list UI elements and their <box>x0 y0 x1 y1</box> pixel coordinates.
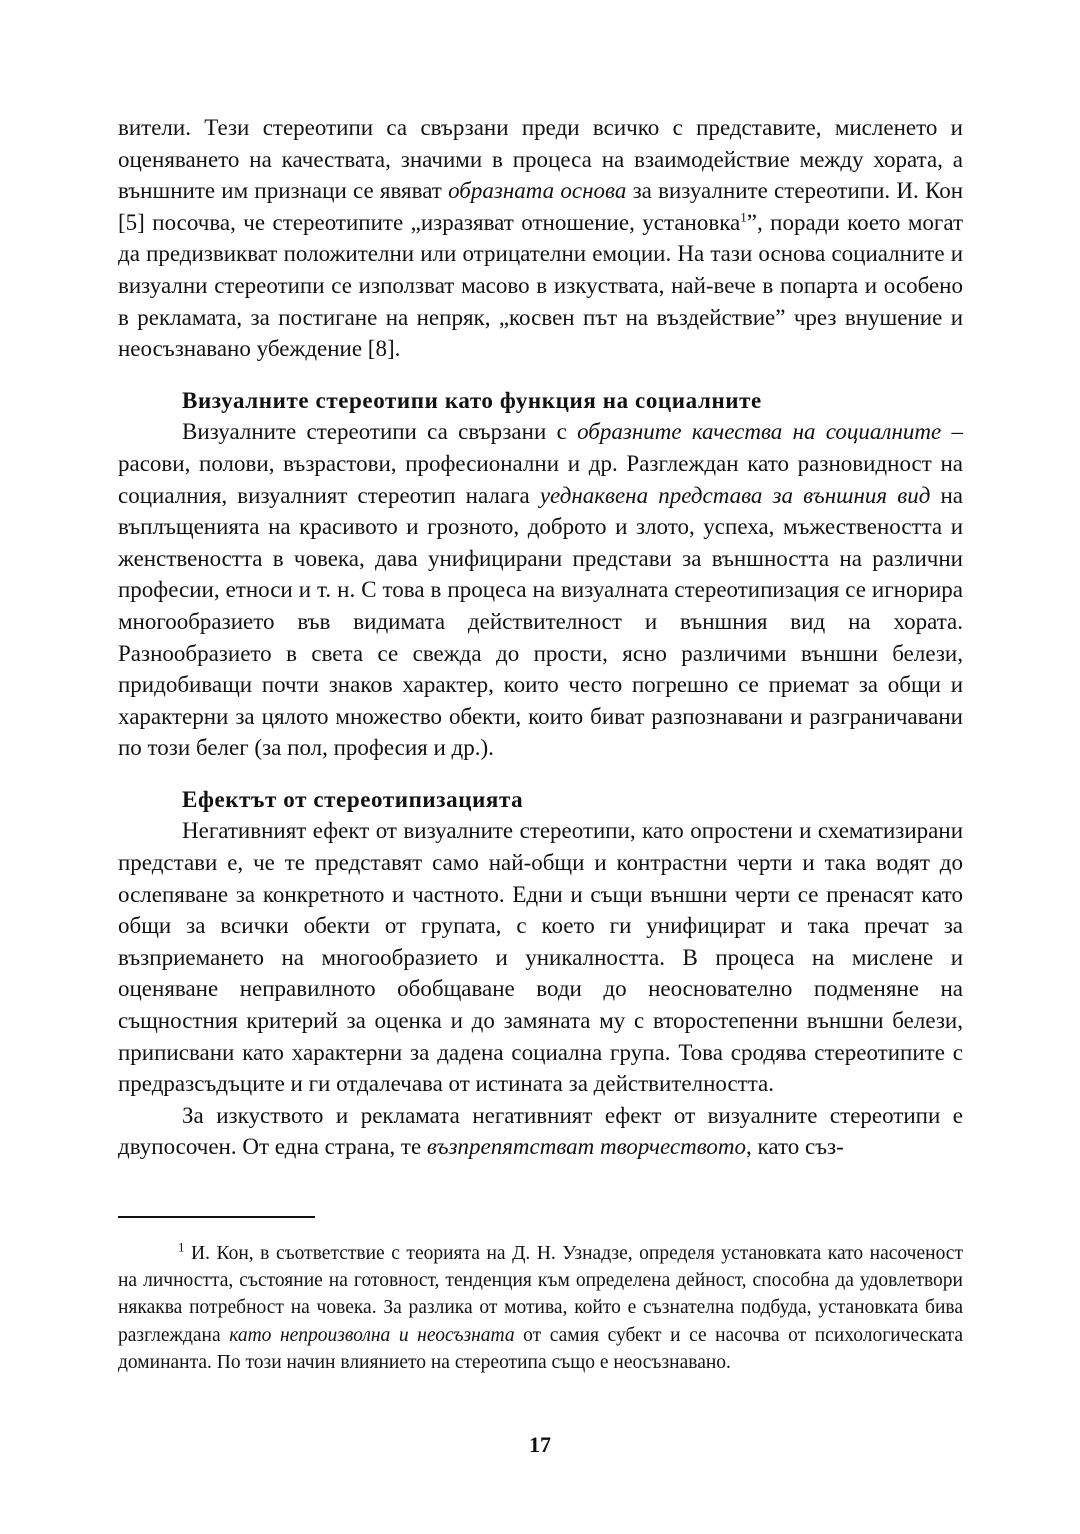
footnote-text-2: от самия субект и се насочва от психологическата доминанта. По този начин влиянието на стереотипа също е неосъзнавано. <box>118 1324 963 1373</box>
section-heading-visual-stereotypes: Визуалните стереотипи като функция на социалните <box>182 387 762 413</box>
intro-paragraph <box>118 112 963 365</box>
intro-text-1: вители. Тези стереотипи са свързани преди всичко с представите, мисленето и оценяването на качествата, значими в процеса на взаимодействие между хората, а външните им признаци се явяват <box>118 115 963 204</box>
section1-emphasis-1: образните качества на социалните <box>577 419 942 445</box>
section2-paragraph-2 <box>118 1100 963 1163</box>
intro-text-2: за визуалните стереотипи. И. Кон [5] посочва, че стереотипите „изразяват отношение, установка <box>118 178 963 235</box>
section1-text-3: на въплъщенията на красивото и грозното, доброто и злото, успеха, мъжествеността и женствеността в човека, дава унифицирани представи за външността на различни професии, етноси и т. н. С това в процеса на визуалната стереотипизация се игнорира многообразието във видимата действителност и външния вид на хората. Разнообразието в света се свежда до прости, ясно различими външни белези, придобиващи почти знаков характер, които често погрешно се приемат за общи и характерни за цялото множество обекти, които биват разпознавани и разграничавани по този белег (за пол, професия и др.). <box>118 482 963 761</box>
section2-emphasis: възпрепятстват творчеството <box>426 1134 747 1160</box>
footnote-reference[interactable]: 1 <box>740 209 747 225</box>
section2-paragraph-1: Негативният ефект от визуалните стереотипи, като опростени и схематизирани представи е, че те представят само най-общи и контрастни черти и така водят до ослепяване за конкретното и частното. Едни и същи външни черти се пренасят като общи за всички обекти от групата, с което ги унифицират и така пречат за възприемането на многообразието и уникалността. В процеса на мислене и оценяване неправилното обобщаване води до неоснователно подменяне на същностния критерий за оценка и до замяната му с второстепенни външни белези, приписвани като характерни за дадена социална група. Това сродява стереотипите с предразсъдъците и ги отдалечава от истината за действителността. <box>118 818 963 1097</box>
section2-text-2: , като съз- <box>746 1134 844 1160</box>
section-gap <box>118 764 963 784</box>
section1-paragraph <box>118 416 963 764</box>
footnote-divider <box>118 1216 315 1218</box>
page-number: 17 <box>529 1432 551 1457</box>
section1-text-1: Визуалните стереотипи са свързани с <box>182 419 578 445</box>
section-heading-stereotype-effect: Ефектът от стереотипизацията <box>182 786 524 812</box>
intro-text-3: ”, поради което могат да предизвикват положителни или отрицателни емоции. На тази основа социалните и визуални стереотипи се използват масово в изкуствата, най-вече в попарта и особено в рекламата, за постигане на непряк, „косвен път на въздействие” чрез внушение и неосъзнавано убеждение [8]. <box>118 209 963 362</box>
footnote <box>118 1240 963 1376</box>
footnote-emphasis: като непроизволна и неосъзната <box>229 1324 515 1346</box>
section-gap <box>118 365 963 385</box>
page-body <box>118 112 963 1163</box>
footnote-mark: 1 <box>178 1239 185 1255</box>
footnote-text-1: И. Кон, в съответствие с теорията на Д. Н. Узнадзе, определя установката като насоченост на личността, състояние на готовност, тенденция към определена дейност, способна да удовлетвори някаква потребност на човека. За разлика от мотива, който е съзнателна подбуда, установката бива разглеждана <box>118 1243 963 1346</box>
section1-text-2: – расови, полови, възрастови, професионални и др. Разглеждан като разновидност на социалния, визуалният стереотип налага <box>118 419 963 508</box>
section2-text-1: За изкуството и рекламата негативният ефект от визуалните стереотипи е двупосочен. От една страна, те <box>118 1102 963 1160</box>
intro-emphasis: образната основа <box>448 178 627 204</box>
section1-emphasis-2: уеднаквена представа за външния вид <box>539 482 931 508</box>
